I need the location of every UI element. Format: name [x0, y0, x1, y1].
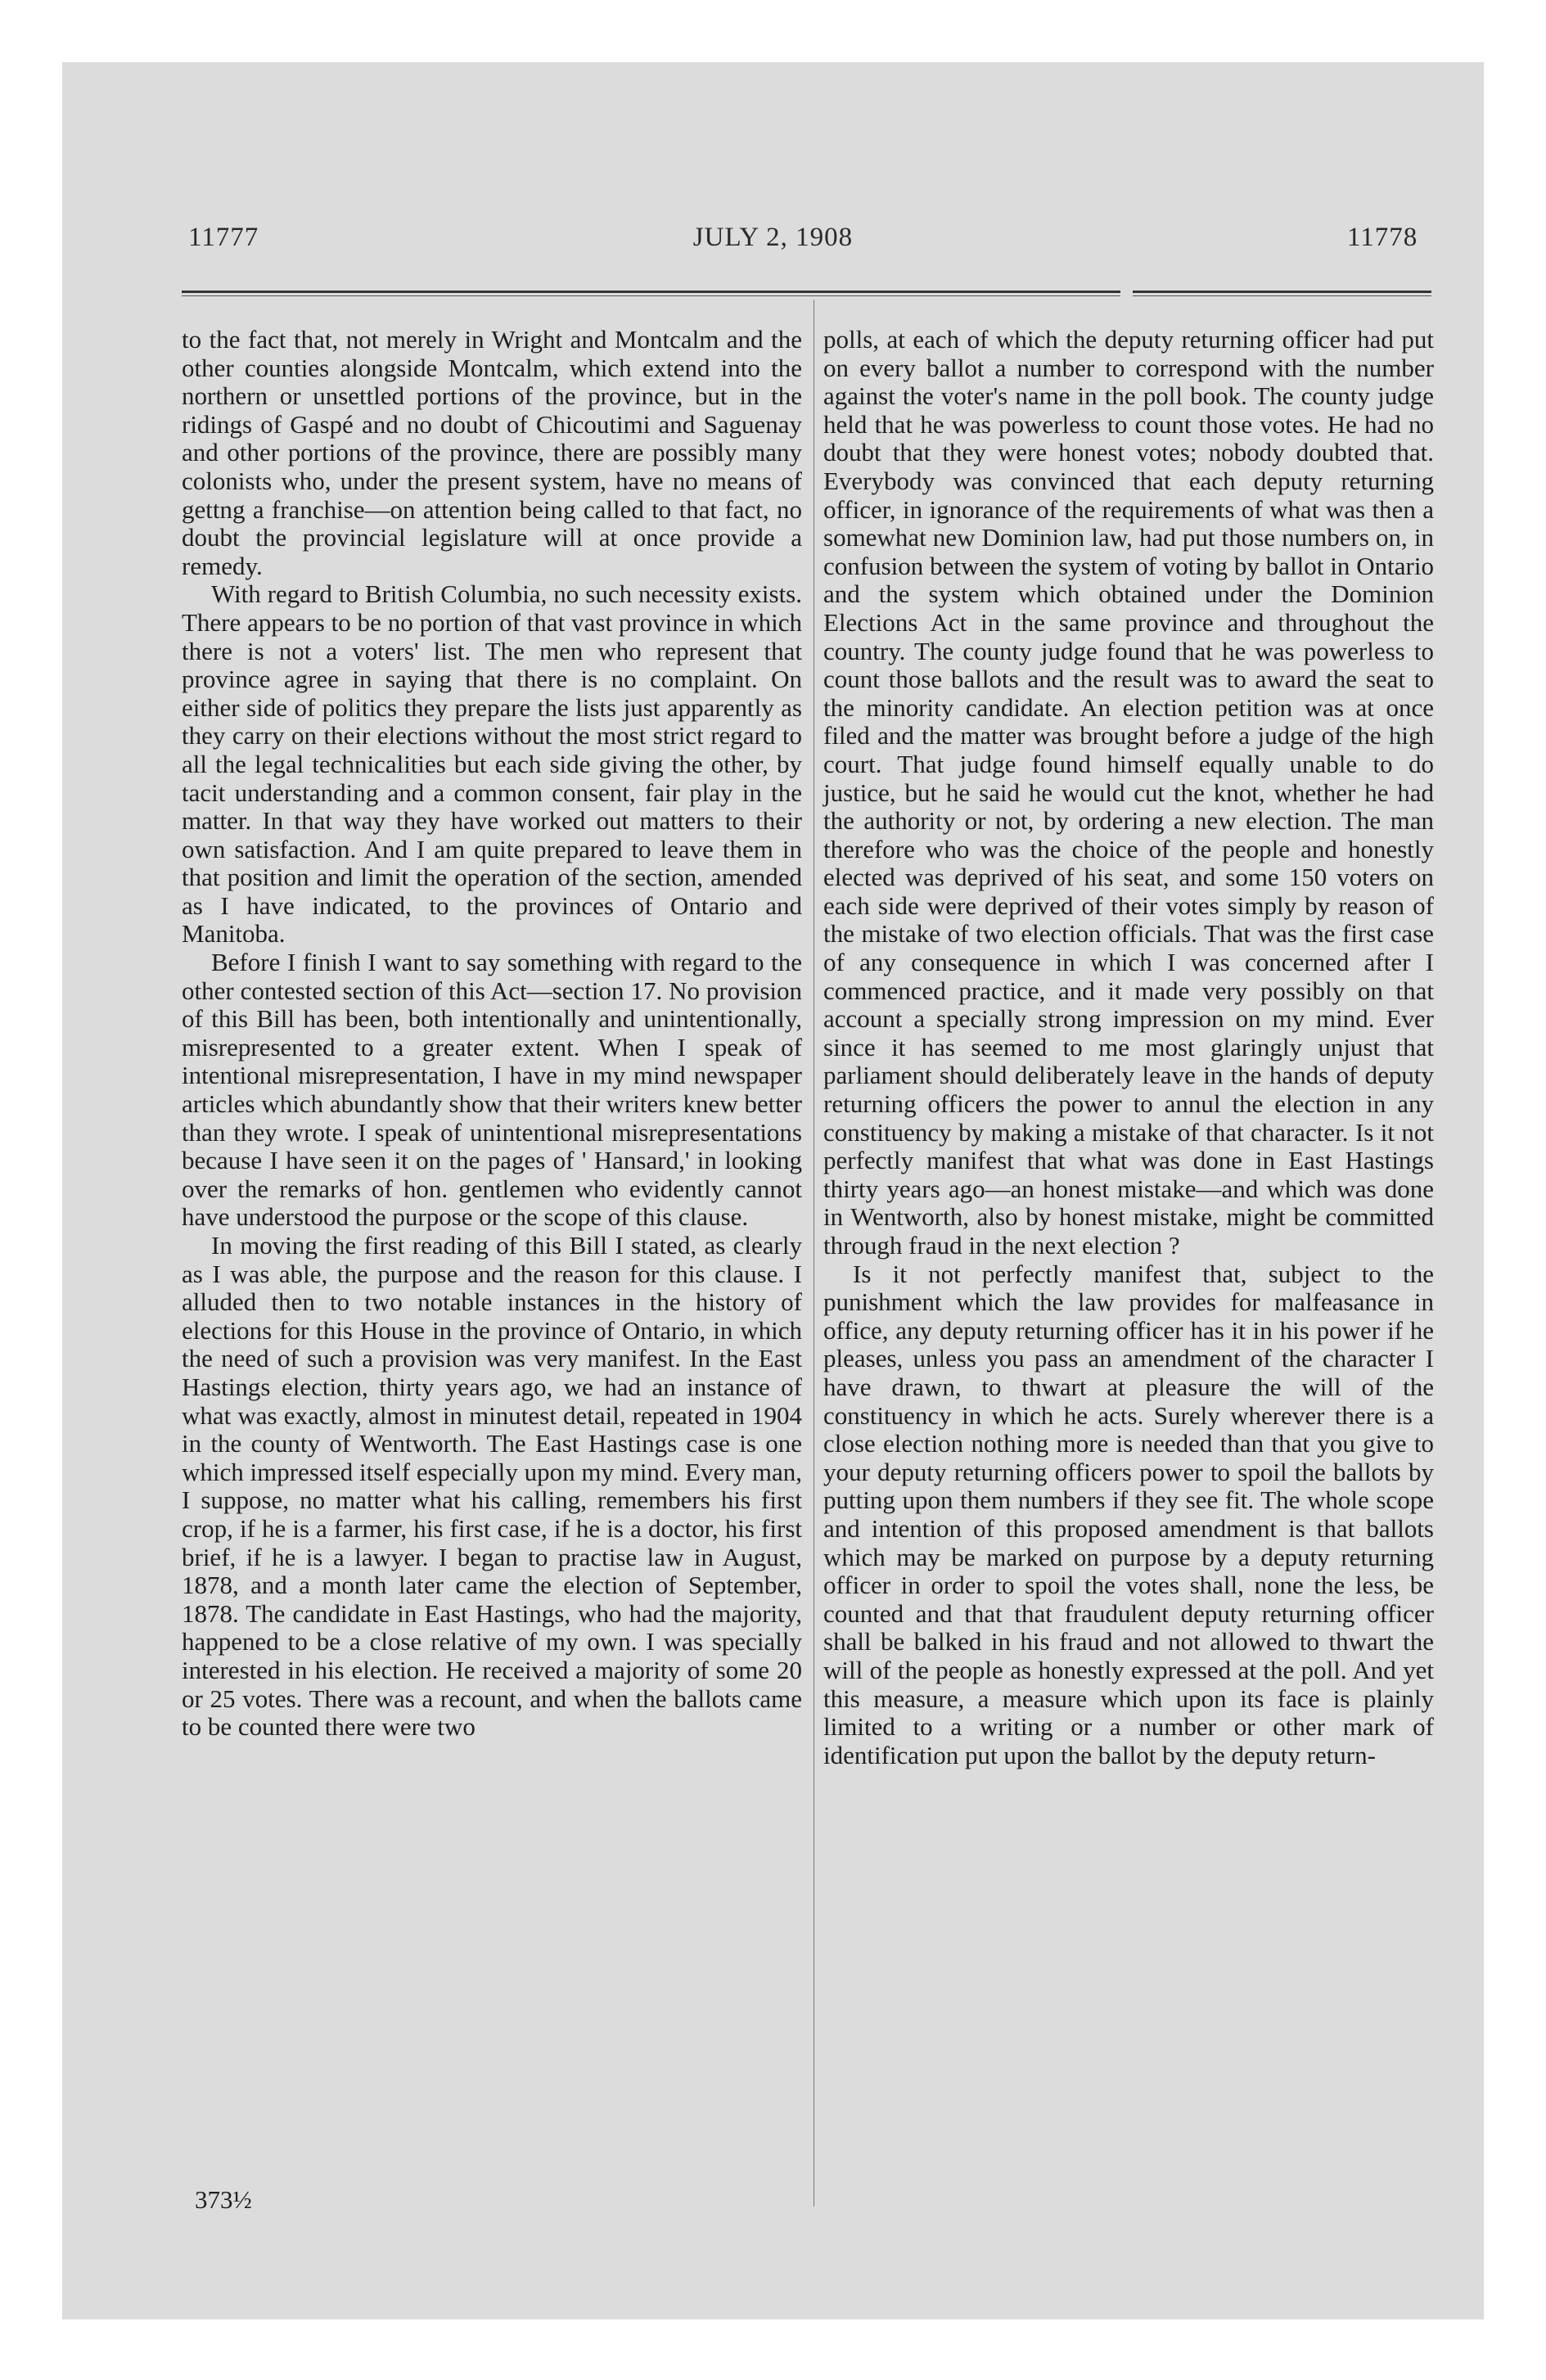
header-rule-right-thin: [1133, 295, 1431, 296]
header-rule-left: [182, 291, 1120, 293]
header-rule-right: [1133, 291, 1431, 293]
left-paragraph-3: Before I finish I want to say something with regard to the other contested section of this Act—section 17. No provision of this Bill has been, both intentionally and unintentionally, misrepresented to a greater extent. When I speak of intentional misrepresentation, I have in my mind newspaper articles which abundantly show that their writers knew better than they wrote. I speak of unintentional misrepresentations because I have seen it on the pages of ' Hansard,' in looking over the remarks of hon. gentlemen who evidently cannot have understood the purpose or the scope of this clause.: [182, 948, 802, 1232]
right-column: [823, 326, 1434, 1769]
signature-mark: 373½: [195, 2185, 252, 2214]
header-rule-left-thin: [182, 295, 1120, 296]
left-paragraph-1: to the fact that, not merely in Wright and Montcalm and the other counties alongside Montcalm, which extend into the northern or unsettled portions of the province, but in the ridings of Gaspé and no doubt of Chicoutimi and Saguenay and other portions of the province, there are possibly many colonists who, under the present system, have no means of gettng a franchise—on attention being called to that fact, no doubt the provincial legislature will at once provide a remedy.: [182, 325, 802, 580]
right-page-number: 11778: [1347, 223, 1418, 252]
left-column: [182, 326, 802, 1742]
left-paragraph-2: With regard to British Columbia, no such necessity exists. There appears to be no portion of that vast province in which there is not a voters' list. The men who represent that province agree in saying that there is no complaint. On either side of politics they prepare the lists just apparently as they carry on their elections without the most strict regard to all the legal technicalities but each side giving the other, by tacit understanding and a common consent, fair play in the matter. In that way they have worked out matters to their own satisfaction. And I am quite prepared to leave them in that position and limit the operation of the section, amended as I have indicated, to the provinces of Ontario and Manitoba.: [182, 579, 802, 949]
page-header: [62, 223, 1484, 264]
left-page-number: 11777: [188, 223, 259, 252]
left-paragraph-4: In moving the first reading of this Bill I stated, as clearly as I was able, the purpose and the reason for this clause. I alluded then to two notable instances in the history of elections for this House in the province of Ontario, in which the need of such a provision was very manifest. In the East Hastings election, thirty years ago, we had an instance of what was exactly, almost in minutest detail, repeated in 1904 in the county of Wentworth. The East Hastings case is one which impressed itself especially upon my mind. Every man, I suppose, no matter what his calling, remembers his first crop, if he is a farmer, his first case, if he is a doctor, his first brief, if he is a lawyer. I began to practise law in August, 1878, and a month later came the election of September, 1878. The candidate in East Hastings, who had the majority, happened to be a close relative of my own. I was specially interested in his election. He received a majority of some 20 or 25 votes. There was a recount, and when the ballots came to be counted there were two: [182, 1231, 802, 1742]
header-date: JULY 2, 1908: [692, 223, 854, 252]
right-paragraph-2: Is it not perfectly manifest that, subject to the punishment which the law provides for malfeasance in office, any deputy returning officer has it in his power if he pleases, unless you pass an amendment of the character I have drawn, to thwart at pleasure the will of the constituency in which he acts. Surely wherever there is a close election nothing more is needed than that you give to your deputy returning officers power to spoil the ballots by putting upon them numbers if they see fit. The whole scope and intention of this proposed amendment is that ballots which may be marked on purpose by a deputy returning officer in order to spoil the votes shall, none the less, be counted and that that fraudulent deputy returning officer shall be balked in his fraud and not allowed to thwart the will of the people as honestly expressed at the poll. And yet this measure, a measure which upon its face is plainly limited to a writing or a number or other mark of identification put upon the ballot by the deputy return-: [823, 1259, 1434, 1769]
scanned-page: [62, 62, 1484, 2319]
right-paragraph-1: polls, at each of which the deputy returning officer had put on every ballot a number to correspond with the number against the voter's name in the poll book. The county judge held that he was powerless to count those votes. He had no doubt that they were honest votes; nobody doubted that. Everybody was convinced that each deputy returning officer, in ignorance of the requirements of what was then a somewhat new Dominion law, had put those numbers on, in confusion between the system of voting by ballot in Ontario and the system which obtained under the Dominion Elections Act in the same province and throughout the country. The county judge found that he was powerless to count those ballots and the result was to award the seat to the minority candidate. An election petition was at once filed and the matter was brought before a judge of the high court. That judge found himself equally unable to do justice, but he said he would cut the knot, whether he had the authority or not, by ordering a new election. The man therefore who was the choice of the people and honestly elected was deprived of his seat, and some 150 voters on each side were deprived of their votes simply by reason of the mistake of two election officials. That was the first case of any consequence in which I was concerned after I commenced practice, and it made very possibly on that account a specially strong impression on my mind. Ever since it has seemed to me most glaringly unjust that parliament should deliberately leave in the hands of deputy returning officers the power to annul the election in any constituency by making a mistake of that character. Is it not perfectly manifest that what was done in East Hastings thirty years ago—an honest mistake—and which was done in Wentworth, also by honest mistake, might be committed through fraud in the next election ?: [823, 325, 1434, 1260]
